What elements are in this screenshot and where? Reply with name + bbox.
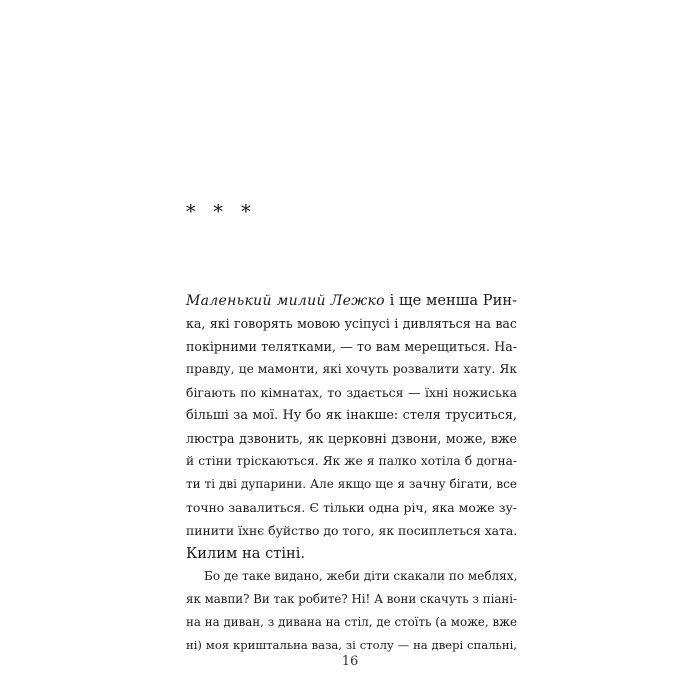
text-line-rest: і ще менша Рин- [384, 292, 517, 309]
text-line: більші за мої. Ну бо як інакше: стеля труситься, [186, 408, 517, 423]
text-line: ти ті дві дупарини. Але якщо ще я зачну бігати, все [186, 477, 517, 491]
text-line: точно завалиться. Є тільки одна річ, яка може зу- [186, 500, 517, 515]
text-line: як мавпи? Ви так робите? Ні! А вони скачуть з піані- [186, 592, 517, 606]
text-line: на на диван, з дивана на стіл, де стоїть (а може, вже [186, 615, 517, 629]
text-line: правду, це мамонти, які хочуть розвалити хату. Як [186, 362, 517, 376]
text-line: й стіни тріскаються. Як же я палко хотіла б догна- [186, 454, 517, 468]
text-line: бігають по кімнатах, то здається — їхні ножиська [186, 385, 517, 400]
text-line: пинити їхнє буйство до того, як посиплеться хата. [186, 523, 518, 538]
text-line: ка, які говорять мовою усіпусі і дивляться на вас [186, 316, 517, 331]
text-line: Бо де таке видано, жеби діти скакали по меблях, [204, 569, 518, 583]
text-line: люстра дзвонить, як церковні дзвони, може, вже [186, 431, 517, 446]
text-line: Килим на стіні. [186, 545, 306, 562]
section-break-asterisks: * * * [186, 201, 257, 223]
text-line: покірними телятками, — то вам мерещиться. На- [186, 339, 517, 354]
page-number: 16 [341, 654, 359, 669]
text-line [186, 289, 517, 312]
body-text [186, 289, 517, 657]
italic-lead-name: Маленький милий Лежко [186, 293, 385, 309]
text-line: ні) моя криштальна ваза, зі столу — на двері спальні, [186, 638, 517, 652]
